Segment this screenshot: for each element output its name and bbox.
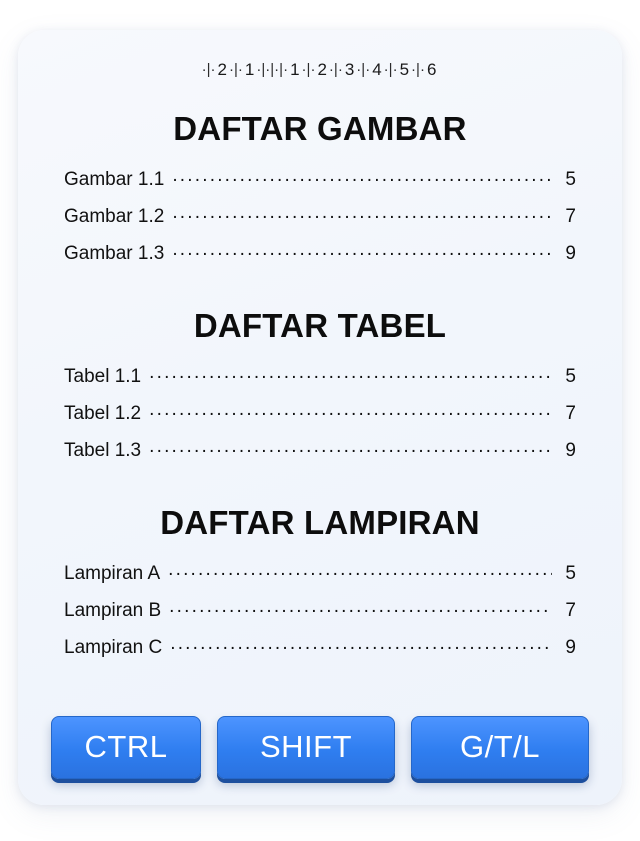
entry-label: Tabel 1.2 <box>64 403 142 424</box>
ruler-mark: · <box>356 60 362 78</box>
key-shift[interactable]: SHIFT <box>217 716 395 779</box>
ruler-number: 2 <box>217 59 227 79</box>
ruler-number: 4 <box>372 59 382 79</box>
ruler-mark: · <box>310 60 316 78</box>
entry-list <box>64 166 576 263</box>
ruler-mark: | <box>361 60 366 78</box>
list-item[interactable] <box>64 203 576 226</box>
entry-label: Gambar 1.2 <box>64 206 165 227</box>
dot-leader <box>168 560 552 579</box>
entry-label: Tabel 1.3 <box>64 440 142 461</box>
ruler-number: 1 <box>244 59 255 79</box>
ruler-number: 1 <box>290 59 300 79</box>
entry-page: 9 <box>565 440 576 461</box>
entry-page: 9 <box>565 243 576 264</box>
dot-leader <box>172 166 552 185</box>
entry-label: Gambar 1.1 <box>64 169 165 190</box>
key-ctrl[interactable]: CTRL <box>51 716 201 779</box>
section-title: DAFTAR GAMBAR <box>173 110 467 147</box>
ruler-mark: · <box>328 60 334 78</box>
entry-page: 7 <box>565 206 576 227</box>
entry-page: 7 <box>565 600 576 621</box>
list-item[interactable] <box>64 240 576 263</box>
dot-leader <box>172 203 552 222</box>
ruler-mark: | <box>261 60 266 78</box>
list-item[interactable] <box>64 400 576 423</box>
ruler-mark: | <box>306 60 311 78</box>
ruler-mark: · <box>301 60 307 78</box>
ruler-mark: · <box>256 60 262 78</box>
ruler-mark: · <box>201 60 207 78</box>
shortcut-key-row <box>64 716 576 785</box>
entry-page: 9 <box>565 637 576 658</box>
document-page <box>18 30 622 805</box>
ruler-mark: · <box>365 60 371 78</box>
list-item[interactable] <box>64 363 576 386</box>
ruler-mark: · <box>392 60 398 78</box>
ruler-mark: · <box>210 60 216 78</box>
list-item[interactable] <box>64 166 576 189</box>
document-ruler[interactable] <box>64 56 576 82</box>
section-daftar-tabel <box>64 277 576 474</box>
ruler-mark: · <box>383 60 389 78</box>
ruler-mark: · <box>228 60 234 78</box>
entry-label: Lampiran A <box>64 563 161 584</box>
ruler-mark: · <box>274 60 280 78</box>
section-daftar-gambar <box>64 96 576 277</box>
list-item[interactable] <box>64 560 576 583</box>
section-title: DAFTAR LAMPIRAN <box>160 504 480 541</box>
entry-page: 5 <box>565 563 576 584</box>
section-daftar-lampiran <box>64 474 576 671</box>
dot-leader <box>149 437 552 456</box>
ruler-mark: · <box>283 60 289 78</box>
ruler-number: 5 <box>399 59 410 79</box>
section-title: DAFTAR TABEL <box>193 307 447 344</box>
list-item[interactable] <box>64 634 576 657</box>
entry-label: Gambar 1.3 <box>64 243 165 264</box>
ruler-number: 6 <box>426 59 437 79</box>
ruler-number: 3 <box>344 59 355 79</box>
entry-label: Tabel 1.1 <box>64 366 142 387</box>
dot-leader <box>149 400 552 419</box>
ruler-mark: | <box>206 60 211 78</box>
entry-label: Lampiran C <box>64 637 163 658</box>
ruler-mark: | <box>279 60 284 78</box>
dot-leader <box>169 597 552 616</box>
ruler-mark: | <box>416 60 420 78</box>
dot-leader <box>170 634 552 653</box>
ruler-mark: · <box>419 60 425 78</box>
entry-list <box>64 560 576 657</box>
entry-page: 7 <box>565 403 576 424</box>
ruler-mark: | <box>270 60 275 78</box>
ruler-mark: | <box>388 60 393 78</box>
entry-page: 5 <box>565 366 576 387</box>
entry-list <box>64 363 576 460</box>
ruler-mark: · <box>337 60 343 78</box>
dot-leader <box>172 240 552 259</box>
ruler-mark: · <box>411 60 417 78</box>
ruler-mark: | <box>233 60 238 78</box>
key-g-t-l[interactable]: G/T/L <box>411 716 589 779</box>
ruler-mark: | <box>333 60 338 78</box>
dot-leader <box>149 363 552 382</box>
entry-label: Lampiran B <box>64 600 162 621</box>
ruler-mark: · <box>265 60 271 78</box>
list-item[interactable] <box>64 437 576 460</box>
entry-page: 5 <box>565 169 576 190</box>
ruler-number: 2 <box>317 59 327 79</box>
list-item[interactable] <box>64 597 576 620</box>
ruler-mark: · <box>237 60 243 78</box>
